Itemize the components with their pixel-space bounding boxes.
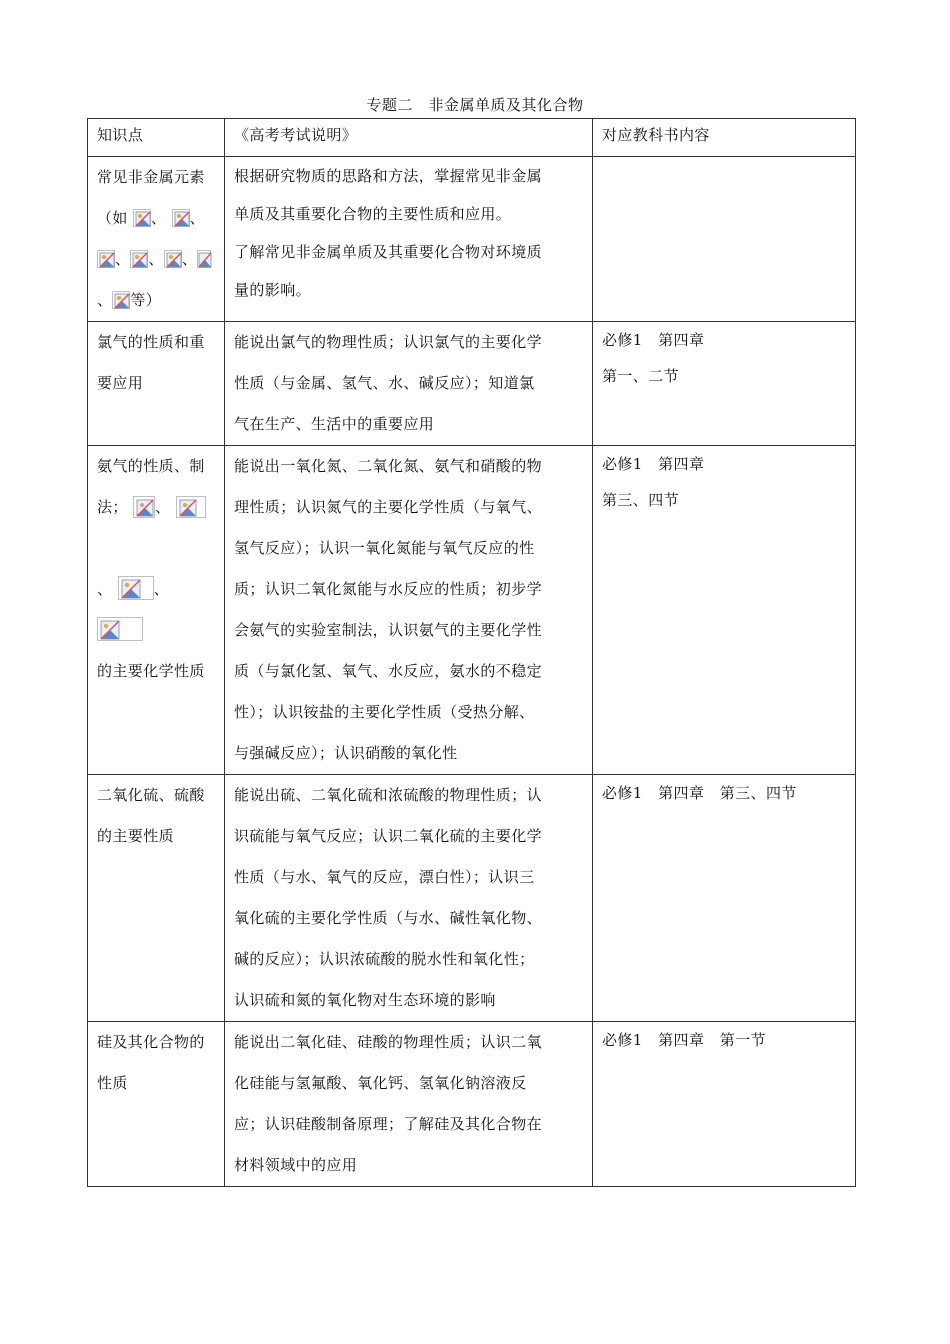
table-row [88,1022,856,1187]
requirement-line: 材料领域中的应用 [234,1156,358,1174]
requirements-cell [225,1022,593,1187]
requirement-line: 碱的反应）；认识浓硫酸的脱水性和氧化性； [234,950,535,968]
reference-line: 第三、四节 [602,491,680,509]
header-textbook-content: 对应教科书内容 [593,119,856,157]
topic-line [97,239,216,280]
topic-text: 、 [97,291,113,309]
reference-line: 必修1 第四章 第一节 [602,1031,766,1049]
topic-text: 、 [115,250,131,268]
table-row [88,322,856,446]
requirement-line: 性质（与金属、氢气、水、碱反应）；知道氯 [234,374,535,392]
requirement-line: 能说出硫、二氧化硫和浓硫酸的物理性质；认 [234,786,543,804]
table-header-row [88,119,856,157]
table-row [88,775,856,1022]
topic-line: 性质 [97,1074,128,1092]
reference-cell [593,157,856,322]
topic-line: 硅及其化合物的 [97,1033,205,1051]
requirement-line: 质（与氯化氢、氧气、水反应，氨水的不稳定 [234,662,543,680]
topic-line [97,487,216,528]
reference-line: 必修1 第四章 [602,455,705,473]
topic-line: 二氧化硫、硫酸 [97,786,205,804]
topic-text: 、 [97,580,113,598]
topic-text: 、 [181,250,198,268]
topic-text: 、 [148,250,164,268]
requirements-cell [225,322,593,446]
requirements-cell [225,446,593,775]
topic-text: 、 [150,209,167,227]
topic-text: 法； [97,498,128,516]
requirement-line: 能说出一氧化氮、二氧化氮、氨气和硝酸的物 [234,457,543,475]
requirement-line: 与强碱反应）；认识硝酸的氧化性 [234,744,458,762]
requirement-line: 氢气反应）；认识一氧化氮能与氧气反应的性 [234,539,535,557]
topic-line: 常见非金属元素 [97,168,205,186]
table-row [88,446,856,775]
broken-image-icon [164,250,182,268]
header-knowledge-point: 知识点 [88,119,225,157]
broken-image-icon [133,209,151,227]
topic-line: 氯气的性质和重 [97,333,205,351]
requirement-line: 质；认识二氧化氮能与水反应的性质；初步学 [234,580,543,598]
reference-line: 必修1 第四章 [602,331,705,349]
requirements-cell [225,157,593,322]
topic-cell [88,157,225,322]
requirement-line: 量的影响。 [234,281,312,299]
broken-image-icon [176,496,206,518]
broken-image-icon [112,291,130,309]
requirement-line: 能说出二氧化硅、硅酸的物理性质；认识二氧 [234,1033,543,1051]
page-title: 专题二 非金属单质及其化合物 [366,96,584,114]
requirement-line: 理性质；认识氮气的主要化学性质（与氧气、 [234,498,543,516]
requirement-line: 单质及其重要化合物的主要性质和应用。 [234,205,512,223]
topic-line [97,280,216,321]
requirements-cell [225,775,593,1022]
topic-text: 、 [189,209,205,227]
topic-line: 的主要化学性质 [97,662,205,680]
requirement-line: 根据研究物质的思路和方法，掌握常见非金属 [234,167,543,185]
topic-spacer [97,528,216,569]
requirement-line: 性质（与水、氧气的反应，漂白性）；认识三 [234,868,535,886]
broken-image-icon [97,250,115,268]
requirement-line: 认识硫和氮的氧化物对生态环境的影响 [234,991,496,1009]
broken-image-icon [172,209,190,227]
topic-line: 氨气的性质、制 [97,457,205,475]
requirement-line: 性）；认识铵盐的主要化学性质（受热分解、 [234,703,535,721]
reference-cell [593,1022,856,1187]
broken-image-icon [97,617,143,641]
topic-text: 等） [130,291,162,309]
reference-cell [593,446,856,775]
requirement-line: 识硫能与氧气反应；认识二氧化硫的主要化学 [234,827,543,845]
topic-line: 的主要性质 [97,827,175,845]
broken-image-icon [130,250,148,268]
table-row [88,157,856,322]
reference-line: 第一、二节 [602,367,680,385]
requirement-line: 会氨气的实验室制法，认识氨气的主要化学性 [234,621,543,639]
syllabus-table [87,118,856,1187]
topic-cell [88,775,225,1022]
topic-line [97,569,216,651]
topic-line [97,198,216,239]
topic-text: 、 [154,498,171,516]
requirement-line: 氧化硫的主要化学性质（与水、碱性氧化物、 [234,909,543,927]
requirement-line: 能说出氯气的物理性质；认识氯气的主要化学 [234,333,543,351]
requirement-line: 了解常见非金属单质及其重要化合物对环境质 [234,243,543,261]
requirement-line: 应；认识硅酸制备原理；了解硅及其化合物在 [234,1115,543,1133]
topic-cell [88,322,225,446]
reference-cell [593,775,856,1022]
header-exam-syllabus: 《高考考试说明》 [225,119,593,157]
topic-text: 、 [153,580,169,598]
broken-image-icon [197,250,211,268]
broken-image-icon [133,496,155,518]
requirement-line: 化硅能与氢氟酸、氧化钙、氢氧化钠溶液反 [234,1074,527,1092]
topic-text: （如 [97,209,128,227]
broken-image-icon [118,576,154,600]
requirement-line: 气在生产、生活中的重要应用 [234,415,435,433]
topic-cell [88,446,225,775]
reference-line: 必修1 第四章 第三、四节 [602,784,797,802]
topic-line: 要应用 [97,374,144,392]
topic-cell [88,1022,225,1187]
reference-cell [593,322,856,446]
